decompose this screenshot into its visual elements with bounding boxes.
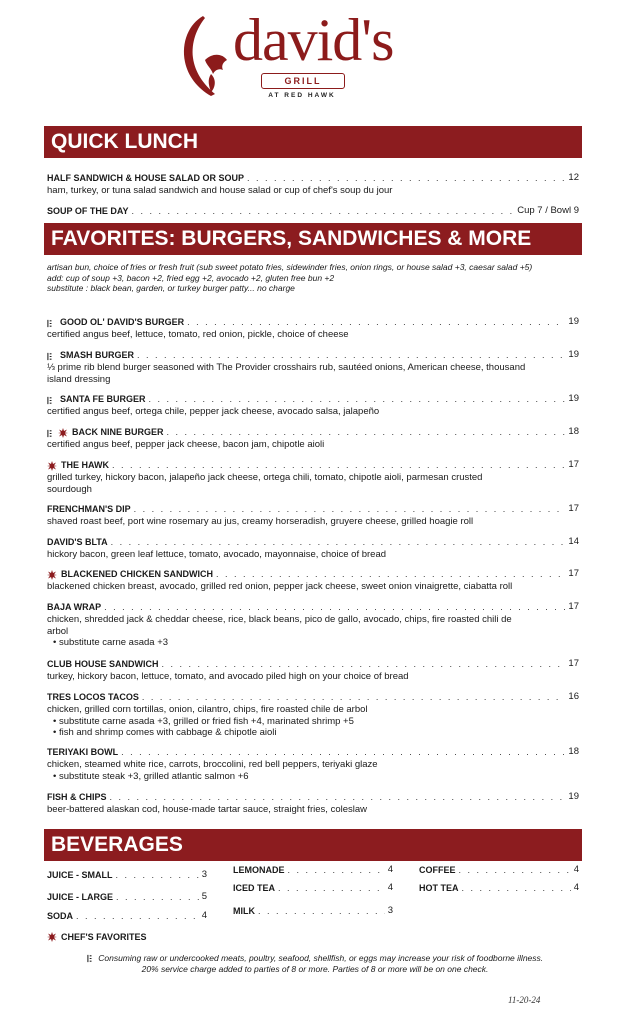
item-price: 14 bbox=[568, 536, 579, 547]
item-description: beer-battered alaskan cod, house-made tartar sauce, straight fries, coleslaw bbox=[47, 804, 367, 815]
section-favorites: FAVORITES: BURGERS, SANDWICHES & MORE bbox=[44, 223, 582, 255]
item-name: LEMONADE bbox=[233, 865, 285, 875]
item-description: shaved roast beef, port wine rosemary au jus, creamy horseradish, gruyere cheese, grilled hoagie roll bbox=[47, 516, 474, 527]
item-name: BACK NINE BURGER bbox=[72, 427, 164, 437]
item-description: ham, turkey, or tuna salad sandwich and house salad or cup of chef's soup du jour bbox=[47, 185, 393, 196]
item-name: JUICE - SMALL bbox=[47, 870, 113, 880]
logo-grill-badge: GRILL bbox=[261, 73, 345, 89]
menu-item bbox=[47, 316, 579, 341]
menu-item bbox=[47, 459, 579, 495]
item-description: certified angus beef, lettuce, tomato, red onion, pickle, choice of cheese bbox=[47, 329, 349, 340]
legend-label: CHEF'S FAVORITES bbox=[61, 932, 147, 942]
item-price: 17 bbox=[568, 601, 579, 612]
item-name: CLUB HOUSE SANDWICH bbox=[47, 659, 159, 669]
item-description: chicken, steamed white rice, carrots, broccolini, red bell peppers, teriyaki glaze bbox=[47, 759, 378, 770]
beverage-item bbox=[419, 881, 579, 893]
item-price: 5 bbox=[201, 891, 207, 902]
item-description: certified angus beef, ortega chile, pepper jack cheese, avocado salsa, jalapeño bbox=[47, 406, 380, 417]
item-name: JUICE - LARGE bbox=[47, 892, 114, 902]
menu-item bbox=[47, 746, 579, 782]
item-price: 19 bbox=[568, 791, 579, 802]
item-price: 12 bbox=[568, 172, 579, 183]
dietary-mark-icon bbox=[47, 319, 56, 328]
item-price: 4 bbox=[573, 882, 579, 893]
item-price: 16 bbox=[568, 691, 579, 702]
item-price: 17 bbox=[568, 459, 579, 470]
item-price: 3 bbox=[387, 905, 393, 916]
item-option: • substitute carne asada +3, grilled or fried fish +4, marinated shrimp +5 bbox=[53, 715, 354, 727]
item-price: 4 bbox=[387, 864, 393, 875]
item-description: ⅓ prime rib blend burger seasoned with The Provider crosshairs rub, sautéed onions, American cheese, thousand island dressing bbox=[47, 362, 526, 385]
menu-item bbox=[47, 691, 579, 739]
item-name: SANTA FE BURGER bbox=[60, 394, 146, 404]
item-name: SOUP OF THE DAY bbox=[47, 206, 129, 216]
beverage-item bbox=[47, 868, 207, 880]
item-name: GOOD OL' DAVID'S BURGER bbox=[60, 317, 185, 327]
menu-item bbox=[47, 426, 579, 451]
legend bbox=[47, 932, 146, 942]
section-quick-lunch: QUICK LUNCH bbox=[44, 126, 582, 158]
beverage-item bbox=[233, 863, 393, 875]
chef-favorite-icon bbox=[58, 428, 68, 438]
intro-line: artisan bun, choice of fries or fresh fruit (sub sweet potato fries, sidewinder fries, onion rings, or house salad +3, caesar salad +5) bbox=[47, 262, 533, 272]
menu-item bbox=[47, 601, 579, 649]
dietary-mark-icon bbox=[47, 396, 56, 405]
item-price: 19 bbox=[568, 349, 579, 360]
item-price: 18 bbox=[568, 426, 579, 437]
menu-item bbox=[47, 503, 579, 528]
beverage-item bbox=[233, 881, 393, 893]
item-description: blackened chicken breast, avocado, grilled red onion, pepper jack cheese, sweet onion vinaigrette, ciabatta roll bbox=[47, 581, 513, 592]
dietary-mark-icon bbox=[47, 429, 56, 438]
logo-wordmark: david's bbox=[233, 7, 394, 73]
item-price: 4 bbox=[387, 882, 393, 893]
menu-date: 11-20-24 bbox=[508, 995, 541, 1005]
intro-line: add: cup of soup +3, bacon +2, fried egg +2, avocado +2, gluten free bun +2 bbox=[47, 272, 335, 283]
menu-item bbox=[47, 349, 579, 385]
item-name: SMASH BURGER bbox=[60, 350, 135, 360]
hawk-icon bbox=[175, 10, 233, 102]
item-price: 17 bbox=[568, 658, 579, 669]
menu-item bbox=[47, 536, 579, 561]
item-description: chicken, shredded jack & cheddar cheese, rice, black beans, pico de gallo, avocado, chips, fire roasted chili de arbol bbox=[47, 614, 512, 637]
item-name: HALF SANDWICH & HOUSE SALAD OR SOUP bbox=[47, 173, 245, 183]
item-name: ICED TEA bbox=[233, 883, 276, 893]
item-name: HOT TEA bbox=[419, 883, 459, 893]
menu-item bbox=[47, 791, 579, 816]
favorites-intro bbox=[47, 262, 567, 294]
item-price: 19 bbox=[568, 393, 579, 404]
chef-favorite-icon bbox=[47, 932, 57, 942]
item-name: FISH & CHIPS bbox=[47, 792, 107, 802]
item-price: 19 bbox=[568, 316, 579, 327]
item-name: DAVID'S BLTA bbox=[47, 537, 108, 547]
chef-favorite-icon bbox=[47, 461, 57, 471]
item-option: • substitute steak +3, grilled atlantic salmon +6 bbox=[53, 770, 249, 782]
item-price: 18 bbox=[568, 746, 579, 757]
item-option: • substitute carne asada +3 bbox=[53, 637, 169, 648]
menu-item bbox=[47, 393, 579, 418]
item-name: COFFEE bbox=[419, 865, 456, 875]
item-description: grilled turkey, hickory bacon, jalapeño jack cheese, ortega chili, tomato, chipotle aioli, parmesan crusted sourdough bbox=[47, 472, 483, 495]
item-description: chicken, grilled corn tortillas, onion, cilantro, chips, fire roasted chile de arbol bbox=[47, 704, 368, 715]
item-name: THE HAWK bbox=[61, 460, 109, 470]
beverage-item bbox=[47, 909, 207, 921]
item-name: SODA bbox=[47, 911, 74, 921]
item-name: TERIYAKI BOWL bbox=[47, 747, 119, 757]
item-name: BLACKENED CHICKEN SANDWICH bbox=[61, 569, 213, 579]
chef-favorite-icon bbox=[47, 570, 57, 580]
menu-item bbox=[47, 205, 579, 217]
footnote bbox=[47, 953, 583, 975]
footnote-line: Consuming raw or undercooked meats, poultry, seafood, shellfish, or eggs may increase your risk of foodborne illness. bbox=[98, 953, 544, 963]
beverage-item bbox=[233, 904, 393, 916]
beverage-item bbox=[419, 863, 579, 875]
logo-subtitle: AT RED HAWK bbox=[268, 92, 336, 99]
item-price: Cup 7 / Bowl 9 bbox=[517, 205, 579, 216]
menu-item bbox=[47, 658, 579, 683]
item-price: 17 bbox=[568, 568, 579, 579]
item-name: FRENCHMAN'S DIP bbox=[47, 504, 131, 514]
item-option: • fish and shrimp comes with cabbage & chipotle aioli bbox=[53, 727, 277, 738]
section-beverages: BEVERAGES bbox=[44, 829, 582, 861]
item-name: BAJA WRAP bbox=[47, 602, 102, 612]
item-price: 3 bbox=[201, 869, 207, 880]
logo bbox=[175, 7, 395, 102]
item-description: hickory bacon, green leaf lettuce, tomato, avocado, mayonnaise, choice of bread bbox=[47, 549, 387, 560]
item-description: certified angus beef, pepper jack cheese, bacon jam, chipotle aioli bbox=[47, 439, 325, 450]
dietary-mark-icon bbox=[47, 352, 56, 361]
item-name: TRES LOCOS TACOS bbox=[47, 692, 139, 702]
dietary-mark-icon bbox=[87, 954, 96, 963]
item-price: 4 bbox=[201, 910, 207, 921]
footnote-line: 20% service charge added to parties of 8 or more. Parties of 8 or more will be on one check. bbox=[141, 964, 489, 974]
item-price: 17 bbox=[568, 503, 579, 514]
menu-item bbox=[47, 568, 579, 593]
item-price: 4 bbox=[573, 864, 579, 875]
menu-item bbox=[47, 172, 579, 197]
item-name: MILK bbox=[233, 906, 255, 916]
beverage-item bbox=[47, 890, 207, 902]
intro-line: substitute : black bean, garden, or turkey burger patty... no charge bbox=[47, 283, 295, 293]
item-description: turkey, hickory bacon, lettuce, tomato, and avocado piled high on your choice of bread bbox=[47, 671, 409, 682]
